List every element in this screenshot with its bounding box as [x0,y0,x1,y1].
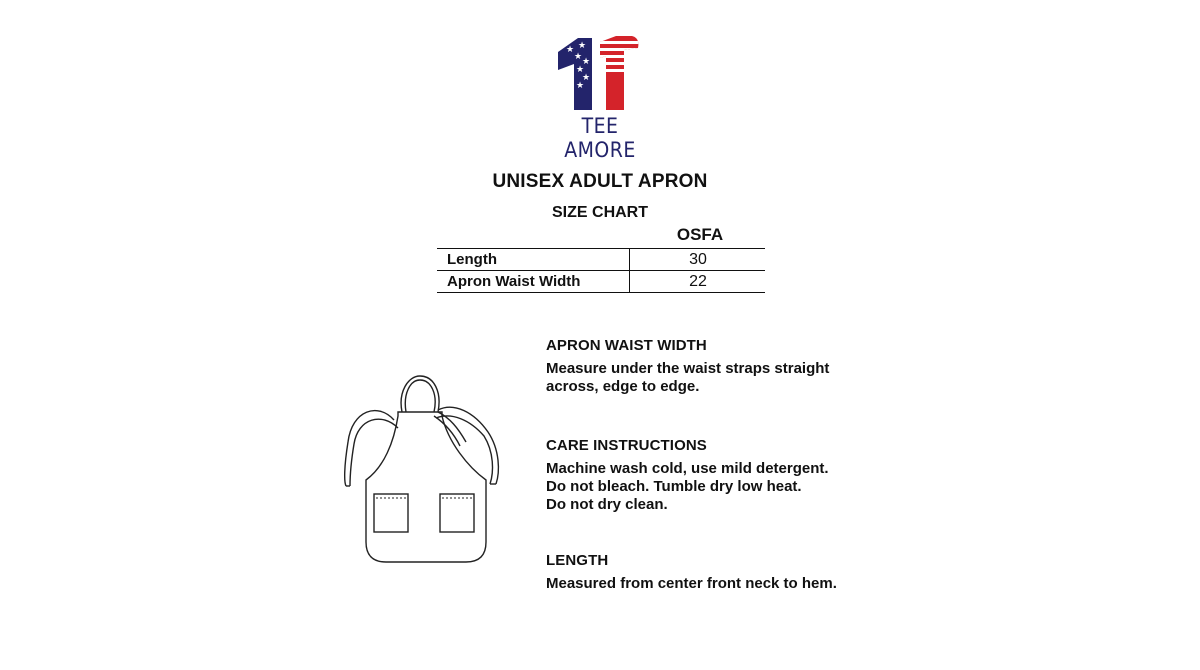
section-care-instructions [546,437,906,514]
table-row [437,249,765,271]
svg-text:★: ★ [582,57,591,67]
svg-text:★: ★ [578,41,587,51]
product-title: UNISEX ADULT APRON [492,171,708,192]
column-header-osfa: OSFA [676,225,724,244]
table-row [437,271,765,293]
row-value: 22 [629,271,766,292]
svg-text:★: ★ [582,73,591,83]
section-heading: CARE INSTRUCTIONS [546,437,707,454]
section-heading: APRON WAIST WIDTH [546,337,707,354]
row-label: Apron Waist Width [447,273,581,290]
section-body: Machine wash cold, use mild detergent. Do not bleach. Tumble dry low heat. Do not dry clean. [546,460,829,513]
section-heading: LENGTH [546,552,609,569]
section-body: Measured from center front neck to hem. [546,575,837,592]
section-body: Measure under the waist straps straight across, edge to edge. [546,360,830,395]
row-value: 30 [629,249,766,270]
apron-outline-icon [338,372,513,572]
svg-text:★: ★ [574,52,583,62]
row-label: Length [447,251,497,268]
flag-numeral-one-icon [554,30,646,114]
svg-text:★: ★ [576,81,585,91]
section-waist-width [546,337,906,396]
section-length [546,552,906,593]
brand-logo [540,30,660,162]
svg-text:★: ★ [576,65,585,75]
brand-name: TEE AMORE [564,114,636,162]
size-chart-title: SIZE CHART [552,204,648,221]
svg-text:★: ★ [566,45,575,55]
